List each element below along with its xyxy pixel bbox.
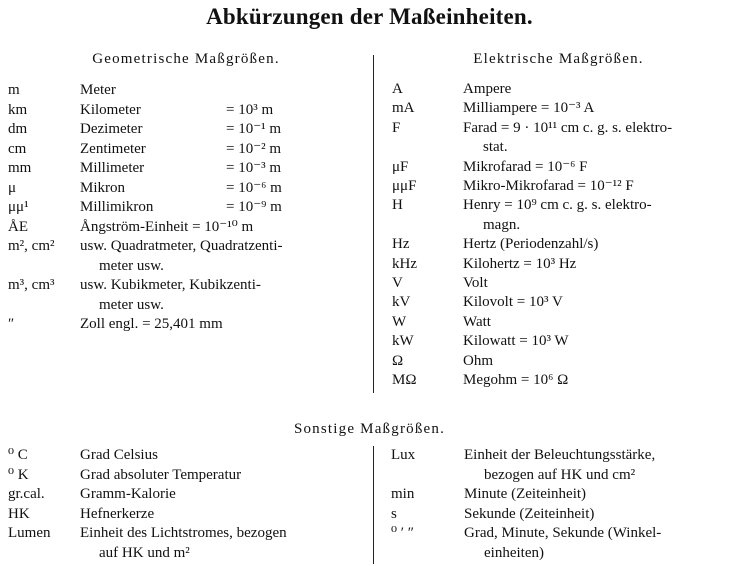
unit-name: Milliampere = 10⁻³ A <box>463 100 595 117</box>
unit-name: Grad absoluter Temperatur <box>80 466 242 483</box>
unit-name-continued: stat. <box>483 139 508 156</box>
unit-abbr: s <box>391 505 397 522</box>
unit-name: Meter <box>80 82 116 98</box>
unit-abbr: W <box>392 313 407 330</box>
unit-abbr: cm <box>8 140 27 157</box>
unit-name: Millimeter <box>80 160 145 176</box>
geometric-heading: Geometrische Maßgrößen. <box>92 51 280 67</box>
unit-abbr: ÅE <box>8 218 28 235</box>
unit-name: Einheit des Lichtstromes, bezogen <box>80 525 287 542</box>
unit-equivalent: = 10⁻⁹ m <box>226 199 282 215</box>
unit-abbr: Ω <box>392 352 404 369</box>
unit-equivalent: = 10⁻⁶ m <box>226 179 282 196</box>
unit-abbr: μμ¹ <box>8 199 29 215</box>
unit-name: Ångström-Einheit = 10⁻¹⁰ m <box>80 218 254 235</box>
unit-abbr: kHz <box>392 255 417 272</box>
unit-abbr: ⁰ ′ ″ <box>391 525 415 542</box>
unit-equivalent: = 10³ m <box>226 101 274 118</box>
unit-name: Kilowatt = 10³ W <box>463 333 569 350</box>
unit-name: Megohm = 10⁶ Ω <box>463 372 569 388</box>
unit-name: Zoll engl. = 25,401 mm <box>80 316 223 332</box>
unit-abbr: kW <box>392 333 414 350</box>
unit-abbr: m², cm² <box>8 238 55 254</box>
unit-abbr: kV <box>392 294 411 311</box>
unit-abbr: ⁰ K <box>8 466 29 483</box>
unit-abbr: gr.cal. <box>8 486 45 503</box>
unit-name: usw. Quadratmeter, Quadratzenti- <box>80 238 283 254</box>
unit-name-continued: meter usw. <box>99 296 164 313</box>
unit-abbr: ⁰ C <box>8 447 28 463</box>
unit-name-continued: bezogen auf HK und cm² <box>484 466 636 483</box>
unit-abbr: mm <box>8 160 32 176</box>
unit-name: Ampere <box>463 81 512 97</box>
electric-heading: Elektrische Maßgrößen. <box>473 51 644 67</box>
unit-name: Zentimeter <box>80 140 146 157</box>
unit-name: Minute (Zeiteinheit) <box>464 486 587 503</box>
unit-abbr: F <box>392 119 401 136</box>
unit-name: Dezimeter <box>80 121 143 137</box>
unit-name: Volt <box>463 275 488 291</box>
unit-name: Mikrofarad = 10⁻⁶ F <box>463 158 588 175</box>
unit-abbr: MΩ <box>392 372 417 388</box>
unit-abbr: V <box>392 275 403 291</box>
unit-abbr: ″ <box>8 316 15 332</box>
unit-name: Watt <box>463 313 491 330</box>
unit-name: usw. Kubikmeter, Kubikzenti- <box>80 277 261 293</box>
unit-abbr: HK <box>8 505 30 522</box>
page-title: Abkürzungen der Maßeinheiten. <box>206 4 533 29</box>
unit-abbr: m³, cm³ <box>8 277 55 293</box>
unit-name: Henry = 10⁹ cm c. g. s. elektro- <box>463 197 652 214</box>
unit-abbr: dm <box>8 121 28 137</box>
unit-name: Ohm <box>463 352 493 369</box>
unit-name: Kilovolt = 10³ V <box>463 294 563 311</box>
unit-abbr: Lux <box>391 447 416 463</box>
unit-abbr: m <box>8 82 20 98</box>
unit-abbr: Lumen <box>8 525 51 542</box>
unit-equivalent: = 10⁻² m <box>226 140 282 157</box>
unit-abbr: H <box>392 197 403 214</box>
unit-name: Kilohertz = 10³ Hz <box>463 255 577 272</box>
column-divider-top <box>373 55 374 393</box>
unit-name: Hefnerkerze <box>80 505 155 522</box>
unit-abbr: A <box>392 81 403 97</box>
unit-name: Millimikron <box>80 199 154 215</box>
unit-abbr: μμF <box>392 178 417 194</box>
unit-name: Grad Celsius <box>80 447 158 463</box>
unit-name: Hertz (Periodenzahl/s) <box>463 236 599 253</box>
unit-name: Mikron <box>80 179 125 196</box>
unit-name: Kilometer <box>80 101 141 118</box>
unit-name-continued: einheiten) <box>484 545 544 561</box>
unit-abbr: km <box>8 101 28 118</box>
unit-equivalent: = 10⁻¹ m <box>226 121 282 137</box>
unit-name: Grad, Minute, Sekunde (Winkel- <box>464 525 662 542</box>
unit-name: Mikro-Mikrofarad = 10⁻¹² F <box>463 178 634 194</box>
unit-name: Sekunde (Zeiteinheit) <box>464 505 595 522</box>
unit-name: Farad = 9 · 10¹¹ cm c. g. s. elektro- <box>463 119 673 136</box>
unit-abbr: mA <box>392 100 415 117</box>
unit-abbr: min <box>391 486 415 503</box>
unit-name-continued: magn. <box>483 216 521 233</box>
unit-abbr: Hz <box>392 236 410 253</box>
unit-equivalent: = 10⁻³ m <box>226 160 282 176</box>
other-heading: Sonstige Maßgrößen. <box>293 421 446 437</box>
unit-name: Gramm-Kalorie <box>80 486 176 503</box>
unit-name-continued: meter usw. <box>99 257 164 274</box>
unit-name: Einheit der Beleuchtungsstärke, <box>464 447 656 463</box>
column-divider-bottom <box>373 446 374 564</box>
unit-name-continued: auf HK und m² <box>99 545 190 561</box>
unit-abbr: μF <box>392 158 409 175</box>
unit-abbr: μ <box>8 179 17 196</box>
